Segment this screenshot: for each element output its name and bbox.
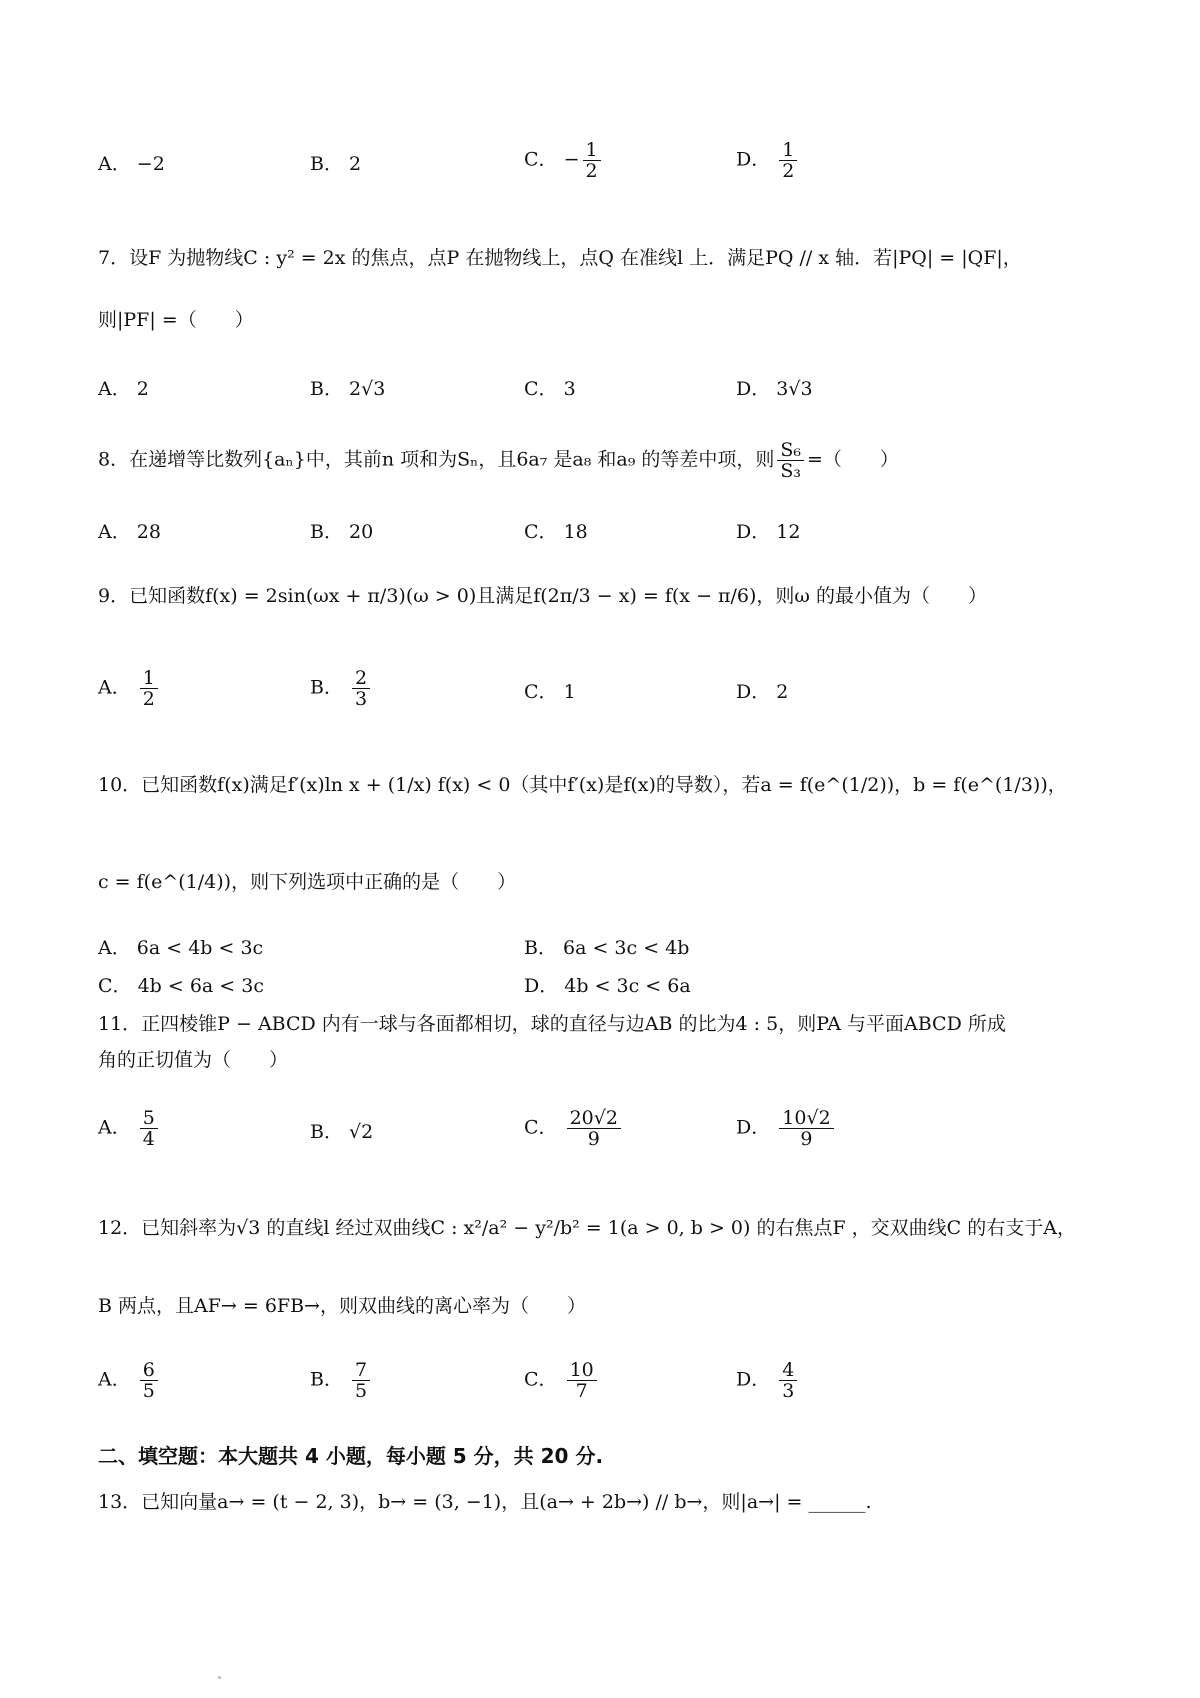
q12-option-d: D． $\frac{4}{3}$ bbox=[736, 1360, 800, 1401]
q10-option-c: C． 4b < 6a < 3c bbox=[98, 975, 264, 997]
q12-option-d-fraction: $\frac{4}{3}$ bbox=[779, 1360, 797, 1401]
q11-option-c: C． $\frac{20√2}{9}$ bbox=[524, 1108, 624, 1149]
q8-option-a: A． 28 bbox=[98, 521, 161, 543]
page-mark bbox=[218, 1676, 221, 1679]
q6-option-d: D． $\frac{1}{2}$ bbox=[736, 140, 800, 181]
q11-option-a-fraction: $\frac{5}{4}$ bbox=[140, 1108, 158, 1149]
q6-option-c: C． − $\frac{1}{2}$ bbox=[524, 140, 604, 181]
q12-option-a-fraction: $\frac{6}{5}$ bbox=[140, 1360, 158, 1401]
q8-option-c: C． 18 bbox=[524, 521, 588, 543]
q13-stem: 13．已知向量a→ = (t − 2, 3)，b→ = (3, −1)，且(a→ + 2b→) // b→，则|a→| = ______. bbox=[98, 1491, 872, 1513]
q12-option-b-fraction: $\frac{7}{5}$ bbox=[352, 1360, 370, 1401]
q11-stem-line2: 角的正切值为（ ） bbox=[98, 1049, 289, 1071]
q10-option-d: D． 4b < 3c < 6a bbox=[524, 975, 691, 997]
q11-option-a: A． $\frac{5}{4}$ bbox=[98, 1108, 161, 1149]
q12-stem-line2: B 两点，且AF→ = 6FB→，则双曲线的离心率为（ ） bbox=[98, 1295, 586, 1317]
q11-option-d-fraction: $\frac{10√2}{9}$ bbox=[779, 1108, 833, 1149]
q11-stem-line1: 11．正四棱锥P − ABCD 内有一球与各面都相切，球的直径与边AB 的比为4 : 5，则PA 与平面ABCD 所成 bbox=[98, 1013, 1006, 1035]
q12-stem-line1: 12．已知斜率为√3 的直线l 经过双曲线C : x²/a² − y²/b² = 1(a > 0, b > 0) 的右焦点F ，交双曲线C 的右支于A， bbox=[98, 1217, 1076, 1239]
q10-option-a: A． 6a < 4b < 3c bbox=[98, 937, 264, 959]
q9-option-c: C． 1 bbox=[524, 681, 576, 703]
q8-option-d: D． 12 bbox=[736, 521, 801, 543]
q9-option-b-fraction: $\frac{2}{3}$ bbox=[352, 668, 370, 709]
q9-option-d: D． 2 bbox=[736, 681, 789, 703]
q12-option-c-fraction: $\frac{10}{7}$ bbox=[567, 1360, 597, 1401]
q8-stem: 8．在递增等比数列{aₙ}中，其前n 项和为Sₙ，且6a₇ 是a₈ 和a₉ 的等差中项，则 $\frac{\text{S₆}}{\text{S₃}}$ =（ ） bbox=[98, 439, 899, 482]
section-heading-fill-in: 二、填空题：本大题共 4 小题，每小题 5 分，共 20 分. bbox=[98, 1444, 604, 1468]
q12-option-c: C． $\frac{10}{7}$ bbox=[524, 1360, 600, 1401]
q7-option-d: D． 3√3 bbox=[736, 378, 813, 400]
q9-option-a: A． $\frac{1}{2}$ bbox=[98, 668, 161, 709]
q12-option-a: A． $\frac{6}{5}$ bbox=[98, 1360, 161, 1401]
q9-option-a-fraction: $\frac{1}{2}$ bbox=[140, 668, 158, 709]
q7-stem-line1: 7．设F 为抛物线C : y² = 2x 的焦点，点P 在抛物线上，点Q 在准线l 上．满足PQ // x 轴．若|PQ| = |QF|， bbox=[98, 247, 1022, 269]
q9-stem: 9．已知函数f(x) = 2sin(ωx + π/3)(ω > 0)且满足f(2π/3 − x) = f(x − π/6)，则ω 的最小值为（ ） bbox=[98, 585, 987, 607]
q10-stem-line2: c = f(e^(1/4))，则下列选项中正确的是（ ） bbox=[98, 871, 517, 893]
q7-option-a: A． 2 bbox=[98, 378, 149, 400]
q8-option-b: B． 20 bbox=[310, 521, 374, 543]
q8-fraction: $\frac{\text{S₆}}{\text{S₃}}$ bbox=[777, 440, 804, 481]
q7-option-c: C． 3 bbox=[524, 378, 576, 400]
q6-option-b: B． 2 bbox=[310, 153, 362, 175]
q6-option-d-fraction: $\frac{1}{2}$ bbox=[779, 140, 797, 181]
q10-stem-line1: 10．已知函数f(x)满足f′(x)ln x + (1/x) f(x) < 0（其中f′(x)是f(x)的导数），若a = f(e^(1/2))，b = f(e^(1/3))， bbox=[98, 774, 1067, 796]
q10-option-b: B． 6a < 3c < 4b bbox=[524, 937, 690, 959]
q7-stem-line2: 则|PF| =（ ） bbox=[98, 309, 254, 331]
q11-option-d: D． $\frac{10√2}{9}$ bbox=[736, 1108, 837, 1149]
q9-option-b: B． $\frac{2}{3}$ bbox=[310, 668, 373, 709]
q11-option-c-fraction: $\frac{20√2}{9}$ bbox=[567, 1108, 621, 1149]
q11-option-b: B． √2 bbox=[310, 1121, 374, 1143]
q6-option-a: A． −2 bbox=[98, 153, 165, 175]
q6-option-c-fraction: $\frac{1}{2}$ bbox=[583, 140, 601, 181]
q7-option-b: B． 2√3 bbox=[310, 378, 386, 400]
q12-option-b: B． $\frac{7}{5}$ bbox=[310, 1360, 373, 1401]
